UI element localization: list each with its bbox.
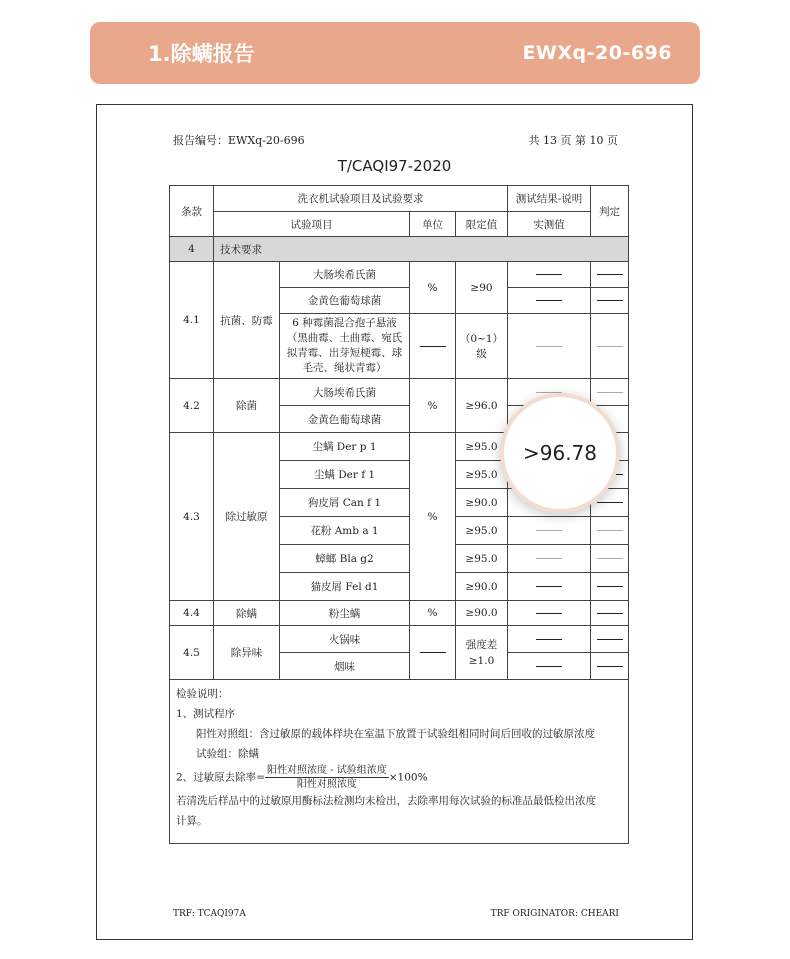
category-4-4: 除螨 (214, 601, 280, 626)
formula-fraction (265, 764, 389, 791)
item-cell: 火锅味 (280, 626, 410, 653)
clause-4-3: 4.3 (170, 433, 214, 601)
limit-cell: ≥95.0 (456, 433, 508, 461)
header-unit: 单位 (410, 212, 456, 237)
dash-mark (420, 346, 446, 347)
banner-title: 1.除螨报告 (148, 42, 255, 66)
formula-prefix: 2、过敏原去除率= (176, 771, 265, 784)
dash-mark (597, 666, 623, 667)
limit-cell: （0~1）级 (456, 314, 508, 379)
category-4-3: 除过敏原 (214, 433, 280, 601)
note-procedure-title: 1、测试程序 (176, 708, 236, 720)
section-number: 4 (170, 237, 214, 262)
item-cell: 粉尘螨 (280, 601, 410, 626)
notes-heading: 检验说明： (176, 688, 229, 700)
clause-4-5: 4.5 (170, 626, 214, 680)
header-limit: 限定值 (456, 212, 508, 237)
item-cell: 烟味 (280, 653, 410, 680)
dash-mark (597, 274, 623, 275)
limit-cell: ≥95.0 (456, 517, 508, 545)
dash-mark (536, 300, 562, 301)
measured-cell (508, 262, 591, 288)
limit-cell: 强度差≥1.0 (456, 626, 508, 680)
dash-mark (597, 346, 623, 347)
limit-cell: ≥96.0 (456, 379, 508, 433)
item-cell: 尘螨 Der p 1 (280, 433, 410, 461)
verdict-cell (591, 573, 629, 601)
limit-cell: ≥95.0 (456, 461, 508, 489)
limit-cell: ≥90 (456, 262, 508, 314)
unit-cell: % (410, 379, 456, 433)
dash-mark (536, 613, 562, 614)
limit-cell: ≥95.0 (456, 545, 508, 573)
clause-4-2: 4.2 (170, 379, 214, 433)
item-cell: 6 种霉菌混合孢子悬液（黑曲霉、土曲霉、宛氏拟青霉、出芽短梗霉、球毛壳、绳状青霉） (280, 314, 410, 379)
measured-cell (508, 545, 591, 573)
unit-cell (410, 626, 456, 680)
dash-mark (536, 639, 562, 640)
magnified-value: >96.78 (522, 441, 597, 465)
dash-mark (536, 274, 562, 275)
category-4-1: 抗菌、防霉 (214, 262, 280, 379)
header-item: 试验项目 (214, 212, 410, 237)
dash-mark (597, 613, 623, 614)
unit-cell (410, 314, 456, 379)
item-cell: 猫皮屑 Fel d1 (280, 573, 410, 601)
magnified-result-callout (500, 393, 620, 513)
verdict-cell (591, 601, 629, 626)
header-group: 洗衣机试验项目及试验要求 (214, 186, 508, 212)
item-cell: 花粉 Amb a 1 (280, 517, 410, 545)
note-test-group: 试验组：除螨 (196, 748, 259, 760)
header-verdict: 判定 (591, 186, 629, 237)
unit-cell: % (410, 601, 456, 626)
dash-mark (597, 586, 623, 587)
item-cell: 蟑螂 Bla g2 (280, 545, 410, 573)
limit-cell: ≥90.0 (456, 573, 508, 601)
verdict-cell (591, 379, 629, 406)
dash-mark (597, 502, 623, 503)
verdict-cell (591, 314, 629, 379)
dash-mark (536, 346, 562, 347)
item-cell: 大肠埃希氏菌 (280, 262, 410, 288)
verdict-cell (591, 653, 629, 680)
standard-title: T/CAQI97-2020 (337, 157, 452, 175)
measured-cell (508, 601, 591, 626)
verdict-cell (591, 288, 629, 314)
item-cell: 大肠埃希氏菌 (280, 379, 410, 406)
report-page (96, 104, 693, 940)
dash-mark (536, 530, 562, 531)
dash-mark (597, 530, 623, 531)
item-cell: 狗皮屑 Can f 1 (280, 489, 410, 517)
formula-denominator: 阳性对照浓度 (296, 779, 357, 790)
note-undetected: 若清洗后样品中的过敏原用酶标法检测均未检出，去除率用每次试验的标准品最低检出浓度 (176, 795, 596, 807)
header-clause: 条款 (170, 186, 214, 237)
footer-originator: TRF ORIGINATOR: CHEARI (490, 909, 619, 919)
dash-mark (420, 652, 446, 653)
dash-mark (597, 392, 623, 393)
item-cell: 尘螨 Der f 1 (280, 461, 410, 489)
report-number: 报告编号：EWXq-20-696 (173, 134, 305, 147)
unit-cell: % (410, 262, 456, 314)
measured-cell (508, 517, 591, 545)
test-notes (170, 680, 629, 844)
dash-mark (536, 666, 562, 667)
verdict-cell (591, 626, 629, 653)
measured-cell (508, 314, 591, 379)
banner-report-code: EWXq-20-696 (522, 42, 672, 64)
footer-trf: TRF: TCAQI97A (173, 909, 246, 919)
section-banner (90, 22, 700, 84)
dash-mark (597, 558, 623, 559)
page-info: 共 13 页 第 10 页 (528, 134, 618, 147)
category-4-5: 除异味 (214, 626, 280, 680)
note-undetected-cont: 计算。 (176, 815, 208, 827)
verdict-cell (591, 545, 629, 573)
formula-suffix: ×100% (388, 771, 428, 784)
item-cell: 金黄色葡萄球菌 (280, 288, 410, 314)
note-positive-control: 阳性对照组：含过敏原的载体样块在室温下放置于试验组相同时间后回收的过敏原浓度 (196, 728, 595, 740)
clause-4-1: 4.1 (170, 262, 214, 379)
note-formula (176, 764, 622, 791)
dash-mark (536, 558, 562, 559)
measured-cell (508, 653, 591, 680)
dash-mark (536, 586, 562, 587)
limit-cell: ≥90.0 (456, 601, 508, 626)
header-result-group: 测试结果-说明 (508, 186, 591, 212)
measured-cell (508, 573, 591, 601)
unit-cell: % (410, 433, 456, 601)
verdict-cell (591, 262, 629, 288)
measured-cell (508, 288, 591, 314)
test-table (169, 185, 629, 844)
header-measured: 实测值 (508, 212, 591, 237)
dash-mark (597, 639, 623, 640)
limit-cell: ≥90.0 (456, 489, 508, 517)
category-4-2: 除菌 (214, 379, 280, 433)
measured-cell (508, 626, 591, 653)
verdict-cell (591, 517, 629, 545)
clause-4-4: 4.4 (170, 601, 214, 626)
item-cell: 金黄色葡萄球菌 (280, 406, 410, 433)
dash-mark (597, 300, 623, 301)
formula-numerator: 阳性对照浓度 - 试验组浓度 (266, 765, 387, 776)
section-name: 技术要求 (214, 237, 629, 262)
